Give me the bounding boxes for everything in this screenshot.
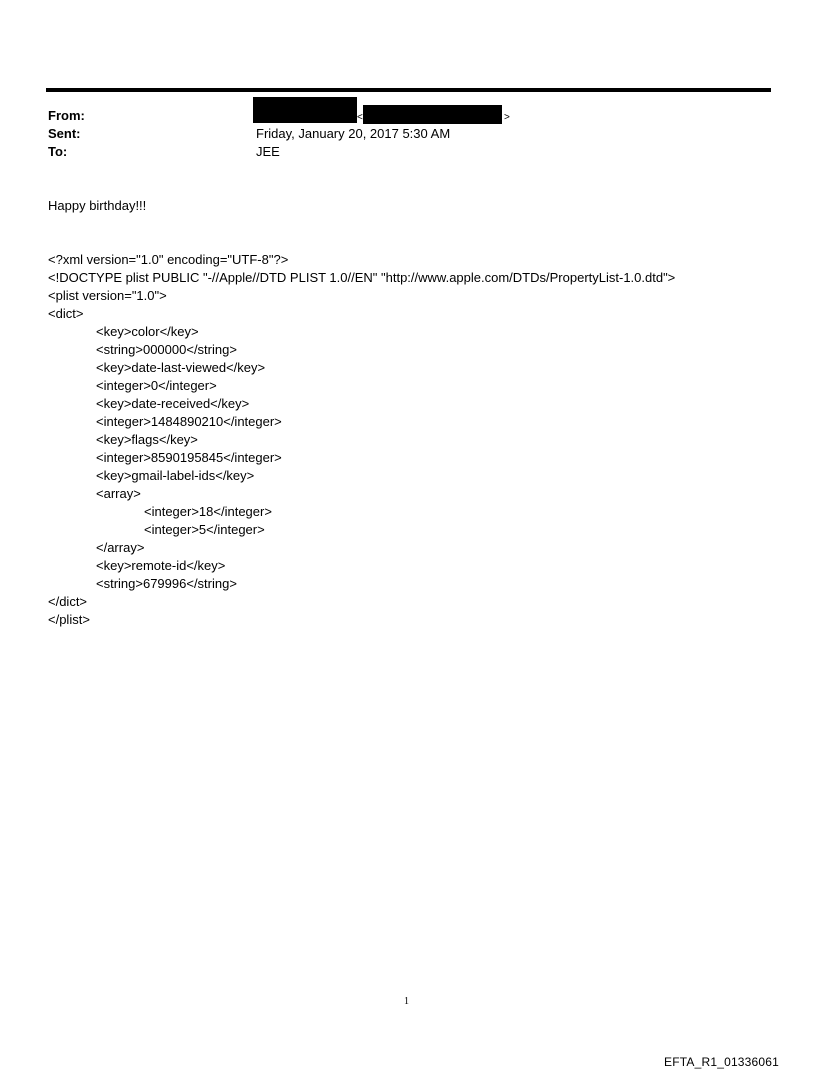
sent-label: Sent: xyxy=(48,126,81,141)
xml-line: </array> xyxy=(96,540,145,555)
from-label: From: xyxy=(48,108,85,123)
xml-line: <key>remote-id</key> xyxy=(96,558,226,573)
xml-line: <key>gmail-label-ids</key> xyxy=(96,468,255,483)
xml-line: <integer>1484890210</integer> xyxy=(96,414,282,429)
xml-line: <string>000000</string> xyxy=(96,342,237,357)
xml-line: <integer>18</integer> xyxy=(144,504,272,519)
xml-line: <dict> xyxy=(48,306,84,321)
xml-line: <plist version="1.0"> xyxy=(48,288,167,303)
email-open-bracket: < xyxy=(357,112,363,123)
xml-line: <?xml version="1.0" encoding="UTF-8"?> xyxy=(48,252,289,267)
to-value: JEE xyxy=(256,144,280,159)
xml-line: <integer>0</integer> xyxy=(96,378,217,393)
document-id: EFTA_R1_01336061 xyxy=(664,1055,780,1069)
greeting-text: Happy birthday!!! xyxy=(48,198,147,213)
xml-line: <key>flags</key> xyxy=(96,432,198,447)
xml-line: <key>date-received</key> xyxy=(96,396,250,411)
redacted-sender-email xyxy=(363,105,502,124)
email-close-bracket: > xyxy=(504,112,510,123)
xml-line: <key>color</key> xyxy=(96,324,199,339)
page-number: 1 xyxy=(404,996,409,1007)
xml-line: <integer>5</integer> xyxy=(144,522,265,537)
sent-value: Friday, January 20, 2017 5:30 AM xyxy=(256,126,451,141)
xml-line: <string>679996</string> xyxy=(96,576,237,591)
to-label: To: xyxy=(48,144,68,159)
xml-line: <key>date-last-viewed</key> xyxy=(96,360,266,375)
xml-line: </plist> xyxy=(48,612,90,627)
xml-line: </dict> xyxy=(48,594,88,609)
redacted-sender-name xyxy=(253,97,357,123)
xml-line: <integer>8590195845</integer> xyxy=(96,450,282,465)
xml-line: <array> xyxy=(96,486,141,501)
header-rule xyxy=(46,88,771,92)
xml-line: <!DOCTYPE plist PUBLIC "-//Apple//DTD PLIST 1.0//EN" "http://www.apple.com/DTDs/PropertyList-1.0.dtd"> xyxy=(48,270,676,285)
